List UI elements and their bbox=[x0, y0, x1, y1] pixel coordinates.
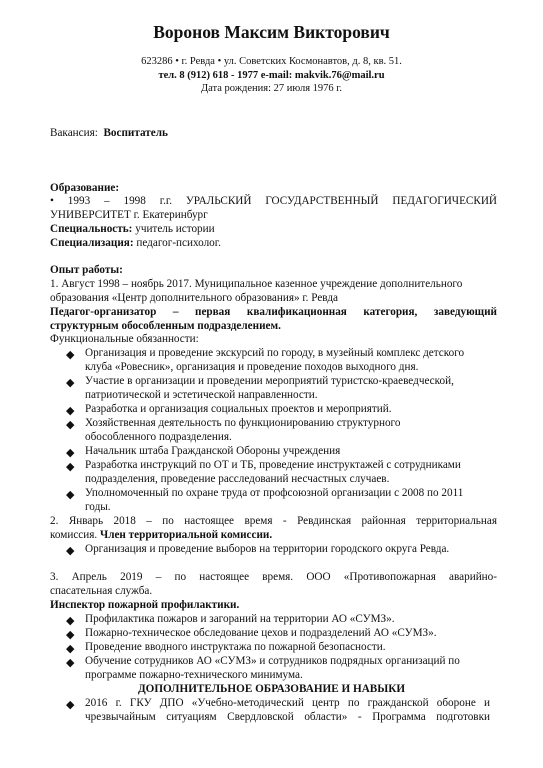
job3-position: Инспектор пожарной профилактики. bbox=[50, 599, 240, 611]
specialty-line bbox=[50, 223, 215, 235]
bullet-icon: ◆ bbox=[66, 657, 75, 669]
specialization-line bbox=[50, 237, 221, 249]
education-line-1: • 1993 – 1998 г.г. УРАЛЬСКИЙ ГОСУДАРСТВЕННЫЙ ПЕДАГОГИЧЕСКИЙ bbox=[50, 195, 497, 207]
job1-position-line-2: структурным обособленным подразделением. bbox=[50, 320, 281, 332]
candidate-name: Воронов Максим Викторович bbox=[153, 22, 390, 42]
job1-duty-1a: Организация и проведение экскурсий по городу, в музейный комплекс детского bbox=[85, 347, 465, 359]
bullet-icon: ◆ bbox=[66, 405, 75, 417]
job1-line-2: образования «Центр дополнительного образования» г. Ревда bbox=[50, 292, 338, 304]
job1-duty-2a: Участие в организации и проведении мероприятий туристско-краеведческой, bbox=[85, 375, 454, 387]
job1-duty-4a: Хозяйственная деятельность по функционированию структурного bbox=[85, 417, 401, 429]
job1-duty-2b: патриотической и эстетической направленности. bbox=[85, 389, 318, 401]
job3-duty-3: Проведение вводного инструктажа по пожарной безопасности. bbox=[85, 641, 386, 653]
bullet-icon: ◆ bbox=[66, 419, 75, 431]
job3-duty-2: Пожарно-техническое обследование цехов и подразделений АО «СУМЗ». bbox=[85, 627, 437, 639]
job3-duty-4b: программе пожарно-технического минимума. bbox=[85, 669, 303, 681]
job2-line-2 bbox=[50, 529, 272, 541]
job3-duty-4a: Обучение сотрудников АО «СУМЗ» и сотрудников подрядных организаций по bbox=[85, 655, 460, 667]
specialty-value: учитель истории bbox=[135, 223, 215, 235]
job1-duty-6b: подразделения, проведение расследований несчастных случаев. bbox=[85, 473, 390, 485]
bullet-icon: ◆ bbox=[66, 377, 75, 389]
contacts-line: тел. 8 (912) 618 - 1977 e-mail: makvik.76@mail.ru bbox=[158, 70, 385, 81]
specialty-label: Специальность: bbox=[50, 223, 133, 235]
additional-heading: ДОПОЛНИТЕЛЬНОЕ ОБРАЗОВАНИЕ И НАВЫКИ bbox=[137, 683, 406, 695]
additional-item-1b: чрезвычайным ситуациям Свердловской области» - Программа подготовки bbox=[85, 711, 490, 723]
specialization-value: педагог-психолог. bbox=[136, 237, 221, 249]
birth-date-line: Дата рождения: 27 июля 1976 г. bbox=[200, 83, 343, 94]
bullet-icon: ◆ bbox=[66, 545, 75, 557]
job1-duty-4b: обособленного подразделения. bbox=[85, 431, 232, 443]
job1-duty-6a: Разработка инструкций по ОТ и ТБ, проведение инструктажей с сотрудниками bbox=[85, 459, 461, 471]
job1-duty-5: Начальник штаба Гражданской Обороны учреждения bbox=[85, 445, 341, 457]
bullet-icon: ◆ bbox=[66, 615, 75, 627]
bullet-icon: ◆ bbox=[66, 643, 75, 655]
vacancy-value: Воспитатель bbox=[103, 127, 168, 139]
additional-item-1a: 2016 г. ГКУ ДПО «Учебно-методический центр по гражданской обороне и bbox=[85, 697, 490, 709]
vacancy-line bbox=[50, 127, 168, 139]
bullet-icon: ◆ bbox=[66, 349, 75, 361]
job2-org-end: комиссия. bbox=[50, 529, 100, 541]
job3-duty-1: Профилактика пожаров и загораний на территории АО «СУМЗ». bbox=[85, 613, 395, 625]
job1-position-line-1: Педагог-организатор – первая квалификационная категория, заведующий bbox=[50, 306, 497, 318]
job2-line-1: 2. Январь 2018 – по настоящее время - Ревдинская районная территориальная bbox=[50, 515, 497, 527]
education-heading: Образование: bbox=[50, 182, 120, 194]
vacancy-label: Вакансия: bbox=[50, 127, 98, 139]
bullet-icon: ◆ bbox=[66, 489, 75, 501]
job3-line-1: 3. Апрель 2019 – по настоящее время. ООО «Противопожарная аварийно- bbox=[50, 571, 497, 583]
job1-duty-7b: годы. bbox=[85, 501, 111, 513]
bullet-icon: ◆ bbox=[66, 629, 75, 641]
job1-duties-label: Функциональные обязанности: bbox=[50, 333, 199, 345]
bullet-icon: ◆ bbox=[66, 447, 75, 459]
experience-heading: Опыт работы: bbox=[50, 264, 123, 276]
specialization-label: Специализация: bbox=[50, 237, 134, 249]
job3-line-2: спасательная служба. bbox=[50, 585, 153, 597]
job1-duty-1b: клуба «Ровесник», организация и проведение походов выходного дня. bbox=[85, 361, 419, 373]
job2-position: Член территориальной комиссии. bbox=[99, 529, 273, 541]
bullet-icon: ◆ bbox=[66, 461, 75, 473]
job2-duty-1: Организация и проведение выборов на территории городского округа Ревда. bbox=[85, 543, 450, 555]
bullet-icon: ◆ bbox=[66, 699, 75, 711]
job1-line-1: 1. Август 1998 – ноябрь 2017. Муниципальное казенное учреждение дополнительного bbox=[50, 278, 463, 290]
job1-duty-7a: Уполномоченный по охране труда от профсоюзной организации с 2008 по 2011 bbox=[85, 487, 464, 499]
address-line: 623286 • г. Ревда • ул. Советских Космонавтов, д. 8, кв. 51. bbox=[141, 56, 402, 67]
job1-duty-3: Разработка и организация социальных проектов и мероприятий. bbox=[85, 403, 392, 415]
education-line-2: УНИВЕРСИТЕТ г. Екатеринбург bbox=[50, 209, 208, 221]
